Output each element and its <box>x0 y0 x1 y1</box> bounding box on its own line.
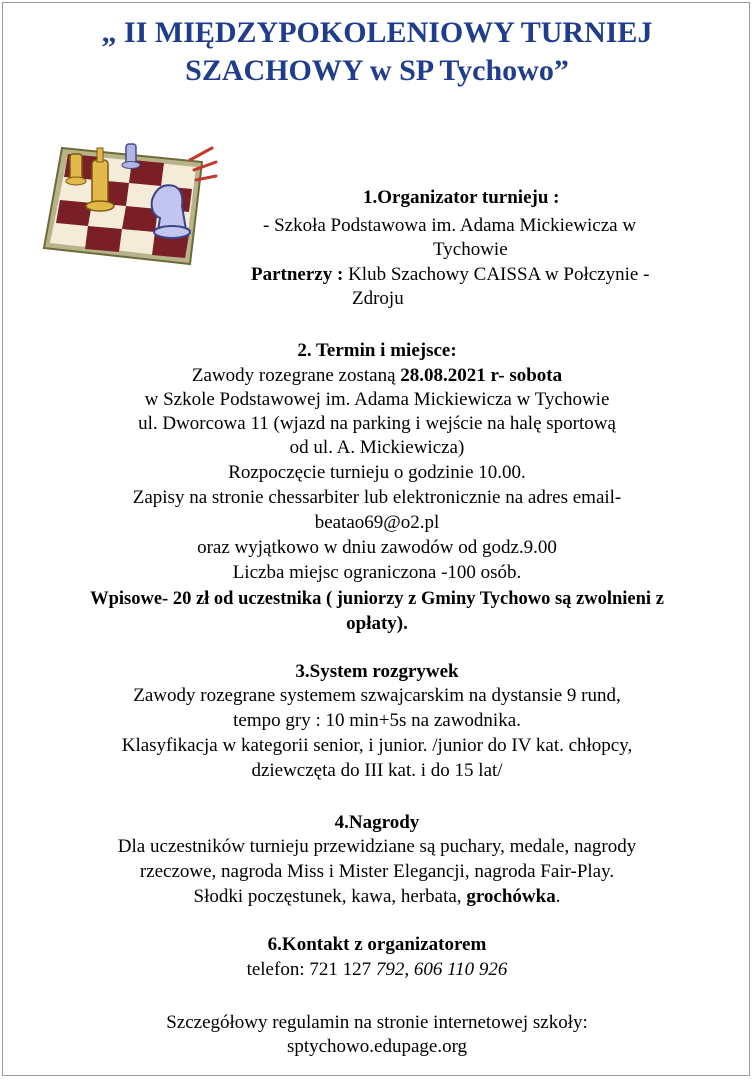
section3-heading: 3.System rozgrywek <box>295 661 459 682</box>
email-address: beatao69@o2.pl <box>314 512 440 533</box>
partners-text: Klub Szachowy CAISSA w Połczynie - <box>348 264 650 285</box>
system-line1: Zawody rozegrane systemem szwajcarskim na dystansie 9 rund, <box>133 685 621 706</box>
section4-heading: 4.Nagrody <box>334 812 420 833</box>
place-line3: od ul. A. Mickiewicza) <box>289 437 465 458</box>
prizes-line1: Dla uczestników turnieju przewidziane są puchary, medale, nagrody <box>117 836 637 857</box>
prizes-line2: rzeczowe, nagroda Miss i Mister Elegancji, nagroda Fair-Play. <box>139 861 615 882</box>
place-line1: w Szkole Podstawowej im. Adama Mickiewicza w Tychowie <box>144 389 610 410</box>
fee-line1: Wpisowe- 20 zł od uczestnika ( juniorzy z Gminy Tychowo są zwolnieni z <box>90 589 664 609</box>
section6-heading: 6.Kontakt z organizatorem <box>267 934 487 955</box>
organizer-line2: Tychowie <box>433 239 508 260</box>
system-line3: Klasyfikacja w kategorii senior, i junior. /junior do IV kat. chłopcy, <box>121 735 633 756</box>
system-line2: tempo gry : 10 min+5s na zawodnika. <box>233 710 521 731</box>
section2-heading: 2. Termin i miejsce: <box>297 340 457 361</box>
partners-line2: Zdroju <box>352 288 404 309</box>
system-line4: dziewczęta do III kat. i do 15 lat/ <box>251 760 503 781</box>
date-line <box>0 364 754 388</box>
place-line2: ul. Dworcowa 11 (wjazd na parking i wejście na halę sportową <box>138 413 616 434</box>
phone-prefix: telefon: 721 127 <box>246 959 372 980</box>
partners-label: Partnerzy : <box>251 264 344 285</box>
signup-line2: oraz wyjątkowo w dniu zawodów od godz.9.00 <box>197 537 557 558</box>
chessboard-pieces-icon <box>40 140 220 270</box>
date-prefix: Zawody rozegrane zostaną <box>191 365 396 386</box>
phone-numbers: 792, 606 110 926 <box>375 959 508 980</box>
footer-line1: Szczegółowy regulamin na stronie internetowej szkoły: <box>166 1012 588 1033</box>
page-title-line1: „ II MIĘDZYPOKOLENIOWY TURNIEJ <box>101 16 653 49</box>
prizes-line3-suffix: . <box>555 886 561 907</box>
partners-line1 <box>251 263 649 287</box>
phone-line <box>0 958 754 982</box>
section1-heading: 1.Organizator turnieju : <box>363 187 560 208</box>
school-website: sptychowo.edupage.org <box>286 1036 468 1057</box>
signup-line1: Zapisy na stronie chessarbiter lub elektronicznie na adres email- <box>132 487 622 508</box>
prizes-line3-prefix: Słodki poczęstunek, kawa, herbata, <box>193 886 462 907</box>
participant-limit: Liczba miejsc ograniczona -100 osób. <box>232 562 522 583</box>
date-value: 28.08.2021 r- sobota <box>400 365 563 386</box>
start-time: Rozpoczęcie turnieju o godzinie 10.00. <box>228 462 526 483</box>
page-title-line2: SZACHOWY w SP Tychowo” <box>185 54 569 87</box>
prizes-line3 <box>0 885 754 909</box>
fee-line2: opłaty). <box>346 613 408 634</box>
organizer-line1: - Szkoła Podstawowa im. Adama Mickiewicza w <box>263 215 637 236</box>
prizes-line3-bold: grochówka <box>466 886 556 907</box>
